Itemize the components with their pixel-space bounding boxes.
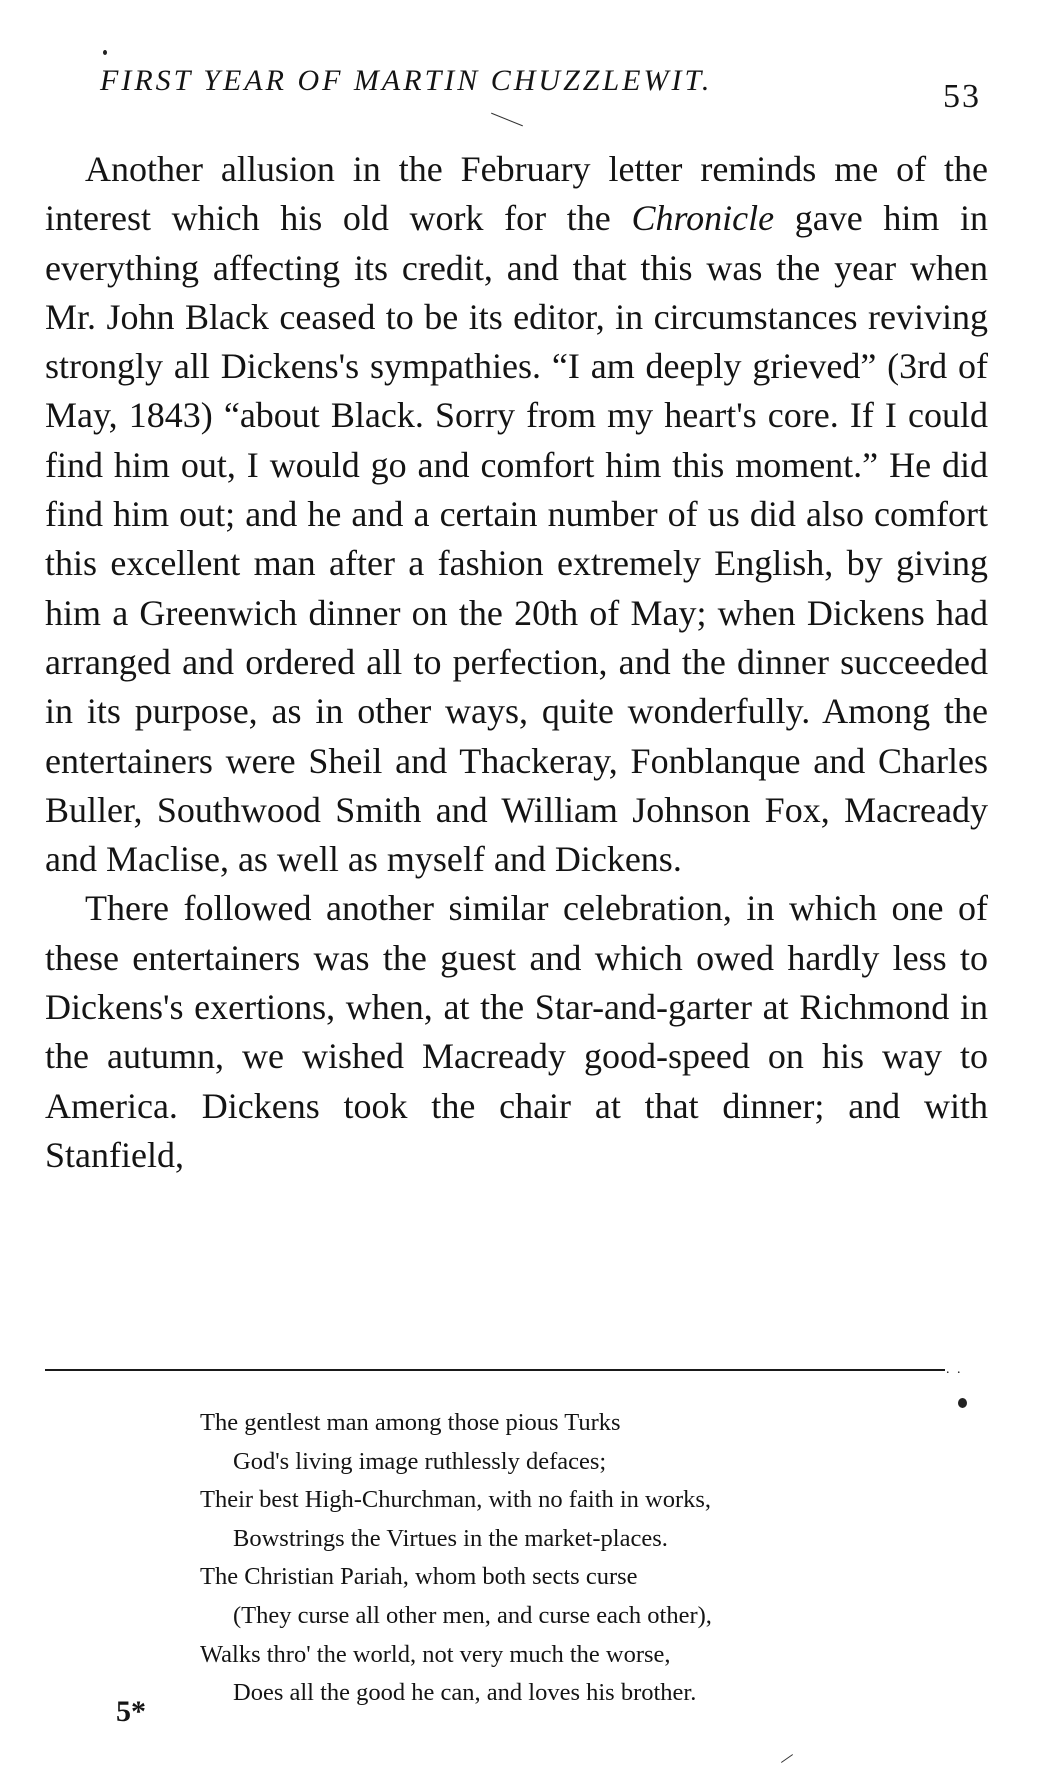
poem-line-1: The gentlest man among those pious Turks	[200, 1409, 621, 1436]
poem-line-6: (They curse all other men, and curse each other),	[233, 1601, 712, 1629]
paragraph-2: There followed another similar celebration, in which one of these entertainers was the guest and which owed hardly less to Dickens's exertions, when, at the Star-and-garter at Richmond in the autumn, we wished Macready good-speed on his way to America. Dickens took the chair at that dinner; and with Stanfield,	[45, 888, 988, 1175]
ink-speck	[103, 50, 107, 55]
page-number: 53	[943, 78, 981, 115]
ink-speck	[958, 1398, 967, 1408]
paragraph-1	[45, 145, 988, 884]
footnote-rule	[45, 1369, 945, 1371]
running-title: FIRST YEAR OF MARTIN CHUZZLEWIT.	[100, 64, 713, 97]
paragraph-1-text-a: Another allusion in the February letter reminds me of the interest which his old work for the	[45, 149, 988, 239]
footnote-poem	[200, 1404, 930, 1713]
rule-dots: . .	[946, 1362, 963, 1377]
ink-mark	[781, 1754, 793, 1763]
paragraph-1-text-b: gave him in everything affecting its credit, and that this was the year when Mr. John Black ceased to be its editor, in circumstances reviving strongly all Dickens's sympathies. “I am deeply grieved” (3rd of May, 1843) “about Black. Sorry from my heart's core. If I could find him out, I would go and comfort him this moment.” He did find him out; and he and a certain number of us did also comfort this excellent man after a fashion extremely English, by giving him a Greenwich dinner on the 20th of May; when Dickens had arranged and ordered all to perfection, and the dinner succeeded in its purpose, as in other ways, quite wonderfully. Among the entertainers were Sheil and Thackeray, Fonblanque and Charles Buller, Southwood Smith and William Johnson Fox, Macready and Maclise, as well as myself and Dickens.	[45, 198, 988, 880]
main-text	[45, 145, 988, 1180]
poem-line-8: Does all the good he can, and loves his brother.	[233, 1679, 697, 1707]
poem-line-5: The Christian Pariah, whom both sects curse	[200, 1563, 638, 1591]
poem-line-3: Their best High-Churchman, with no faith in works,	[200, 1486, 712, 1514]
chronicle-title: Chronicle	[631, 198, 775, 239]
poem-line-4: Bowstrings the Virtues in the market-places.	[233, 1524, 668, 1552]
ink-mark	[491, 113, 523, 127]
signature-mark: 5*	[116, 1695, 146, 1728]
poem-line-7: Walks thro' the world, not very much the worse,	[200, 1640, 671, 1668]
poem-line-2: God's living image ruthlessly defaces;	[233, 1447, 607, 1475]
